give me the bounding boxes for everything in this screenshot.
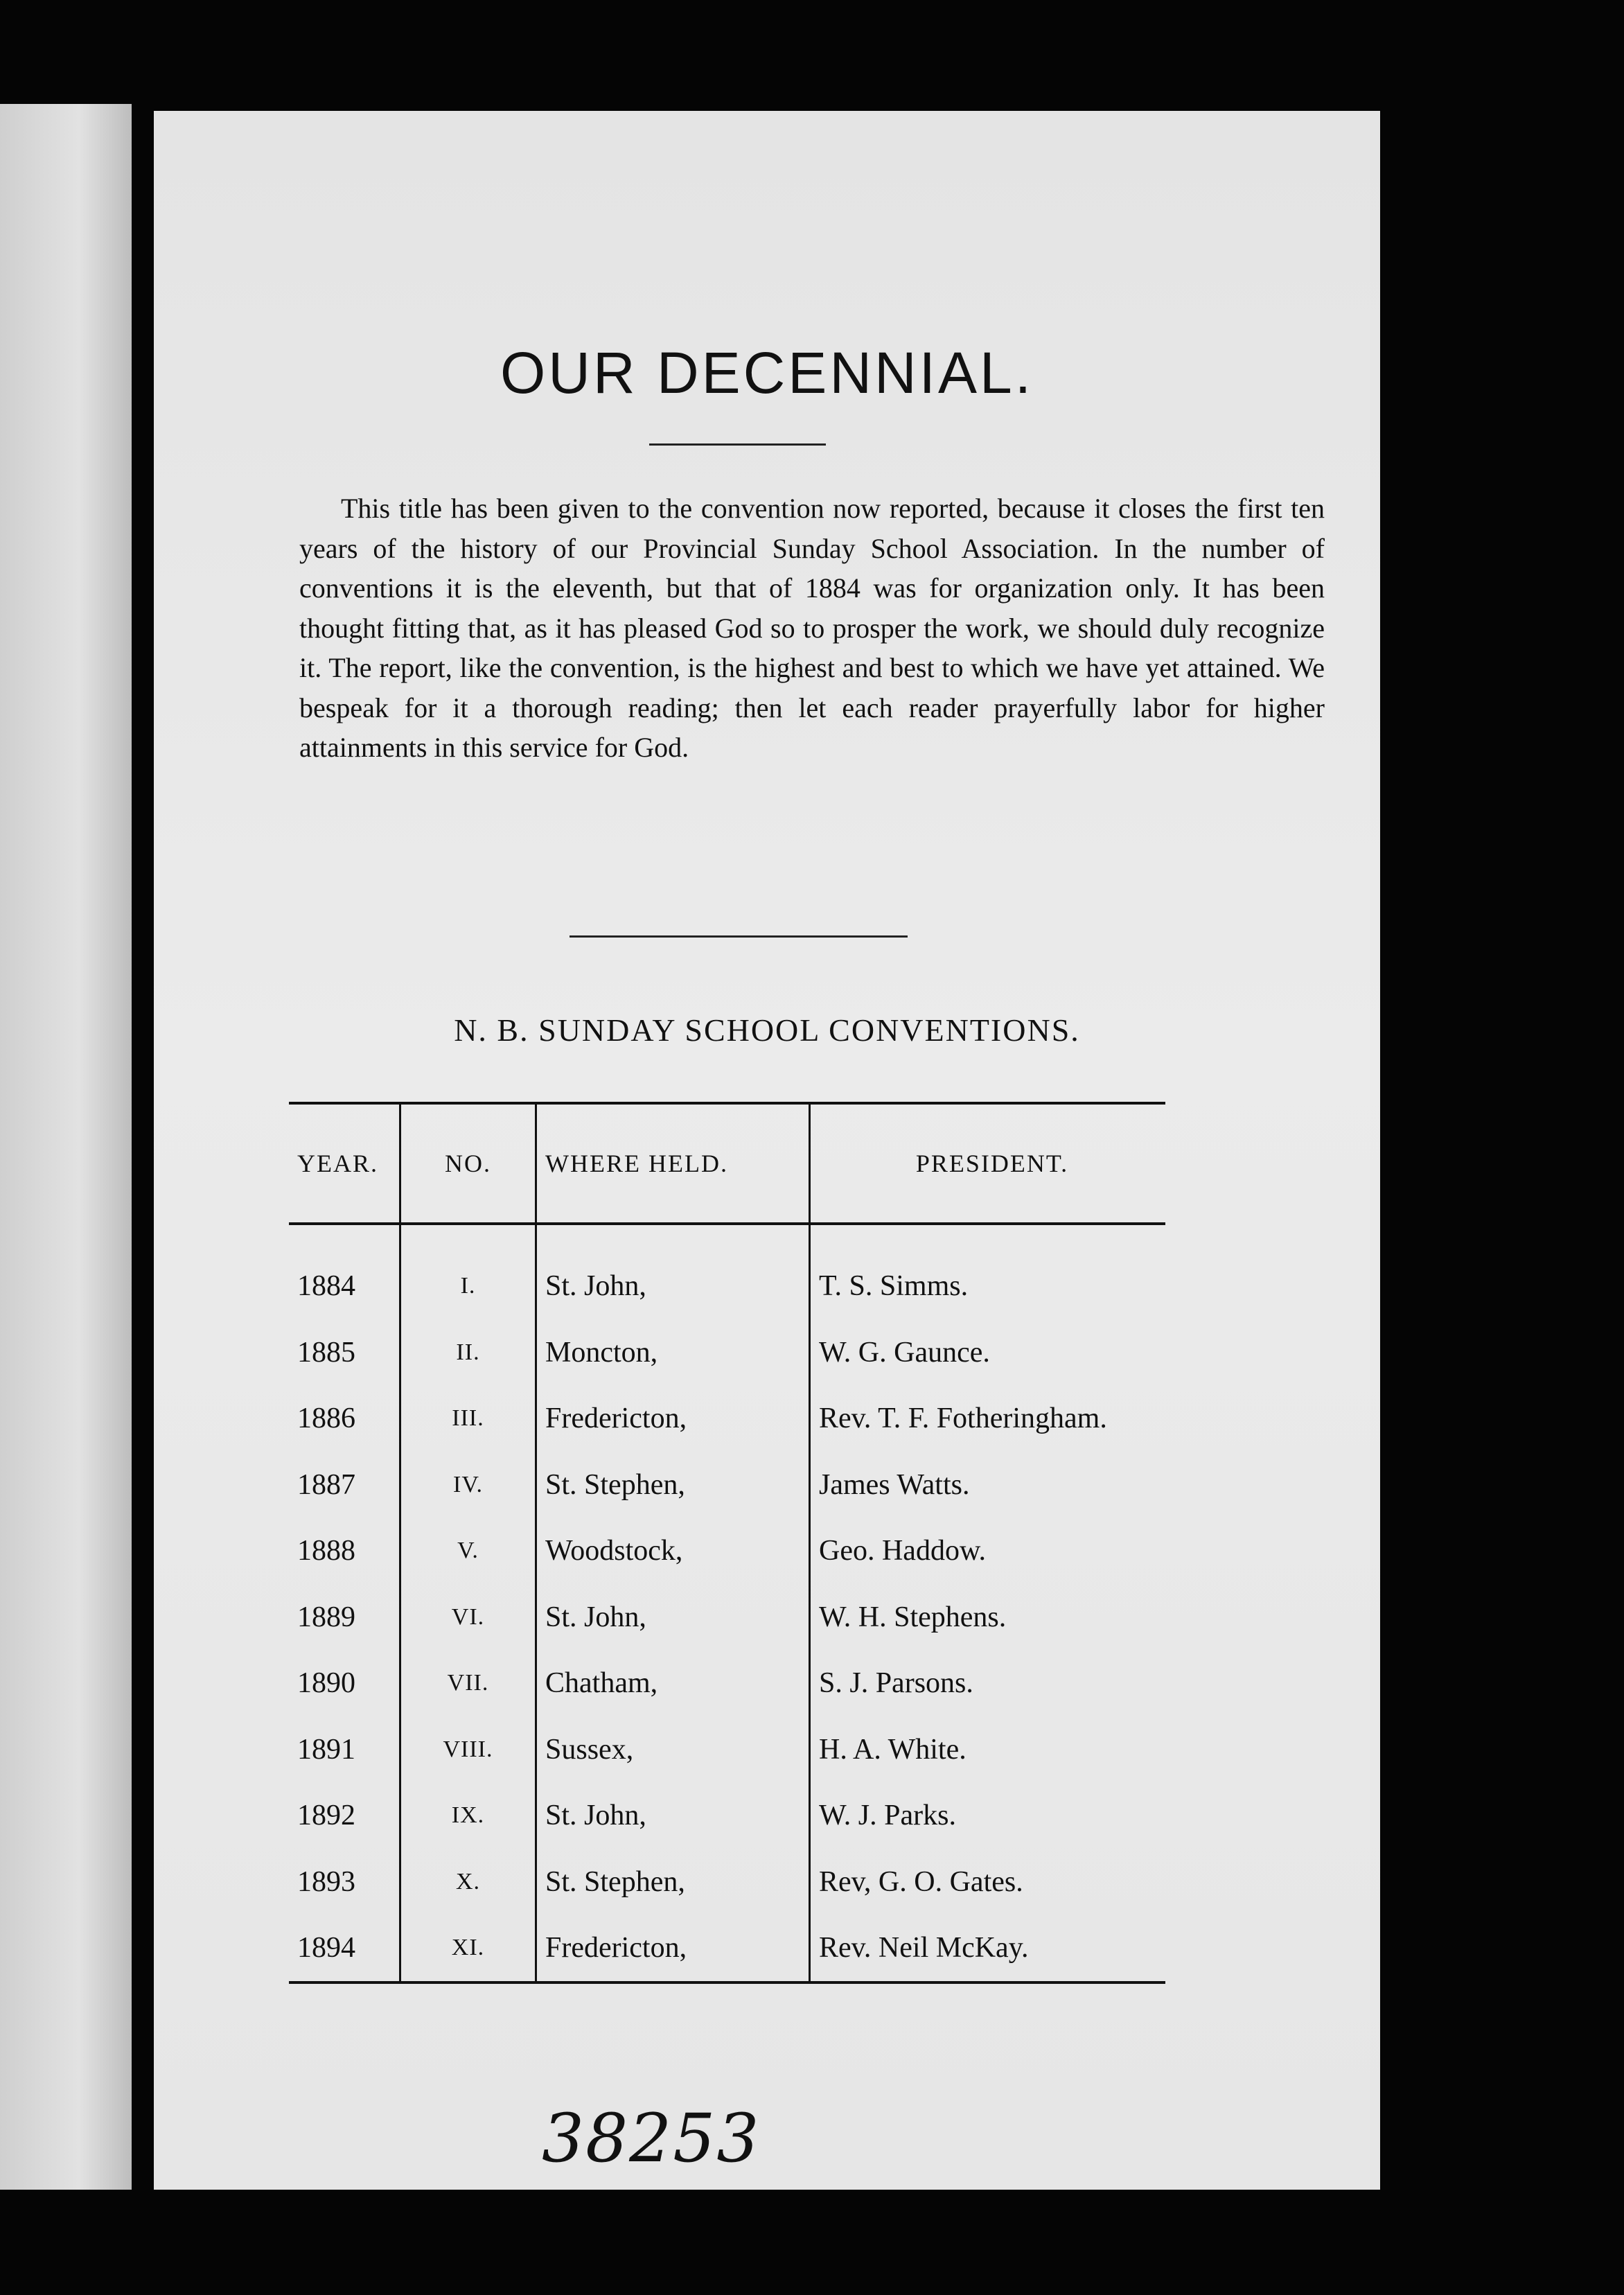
header-no: NO. <box>400 1103 536 1224</box>
table-row <box>289 1651 1165 1717</box>
cell-where-held: Sussex, <box>536 1716 810 1783</box>
cell-president: James Watts. <box>810 1452 1166 1518</box>
table-body <box>289 1224 1165 1982</box>
table-row <box>289 1518 1165 1585</box>
cell-president: H. A. White. <box>810 1716 1166 1783</box>
page-gutter-shadow <box>132 104 154 2190</box>
cell-year: 1890 <box>297 1667 355 1700</box>
cell-year: 1888 <box>297 1535 355 1567</box>
cell-year: 1889 <box>297 1601 355 1633</box>
cell-where-held: St. Stephen, <box>536 1849 810 1915</box>
header-year: YEAR. <box>289 1103 400 1224</box>
title-divider <box>649 443 826 446</box>
document-page <box>154 111 1380 2190</box>
cell-no: V. <box>400 1518 536 1585</box>
table-row <box>289 1319 1165 1386</box>
cell-no: XI. <box>400 1915 536 1983</box>
cell-president: Rev, G. O. Gates. <box>810 1849 1166 1915</box>
table-row <box>289 1849 1165 1915</box>
table-row <box>289 1386 1165 1452</box>
table-row <box>289 1224 1165 1319</box>
cell-where-held: St. John, <box>536 1584 810 1651</box>
page-title: OUR DECENNIAL. <box>500 340 1034 405</box>
cell-no: VI. <box>400 1584 536 1651</box>
adjacent-page-edge <box>0 104 132 2190</box>
table-row <box>289 1915 1165 1983</box>
cell-year: 1893 <box>297 1865 355 1898</box>
table-title: N. B. SUNDAY SCHOOL CONVENTIONS. <box>454 1012 1080 1048</box>
table-header-row <box>289 1103 1165 1224</box>
cell-president: T. S. Simms. <box>810 1224 1166 1319</box>
cell-no: II. <box>400 1319 536 1386</box>
cell-where-held: Woodstock, <box>536 1518 810 1585</box>
cell-where-held: Fredericton, <box>536 1915 810 1983</box>
cell-president: W. G. Gaunce. <box>810 1319 1166 1386</box>
cell-no: I. <box>400 1224 536 1319</box>
cell-where-held: St. John, <box>536 1224 810 1319</box>
cell-president: Rev. T. F. Fotheringham. <box>810 1386 1166 1452</box>
cell-year: 1887 <box>297 1468 355 1501</box>
cell-no: X. <box>400 1849 536 1915</box>
conventions-table <box>289 1102 1165 1984</box>
cell-no: III. <box>400 1386 536 1452</box>
table-row <box>289 1783 1165 1849</box>
table-row <box>289 1584 1165 1651</box>
header-president: PRESIDENT. <box>810 1103 1166 1224</box>
table-row <box>289 1452 1165 1518</box>
cell-where-held: St. John, <box>536 1783 810 1849</box>
cell-no: IV. <box>400 1452 536 1518</box>
cell-year: 1885 <box>297 1336 355 1369</box>
section-divider <box>570 935 908 938</box>
cell-president: W. H. Stephens. <box>810 1584 1166 1651</box>
cell-where-held: St. Stephen, <box>536 1452 810 1518</box>
cell-where-held: Chatham, <box>536 1651 810 1717</box>
cell-year: 1891 <box>297 1733 355 1766</box>
intro-paragraph: This title has been given to the convention now reported, because it closes the first ten years of the history of our Provincial Sunday School Association. In the number of conventions it is the eleventh, but that of 1884 was for organization only. It has been thought fitting that, as it has pleased God so to prosper the work, we should duly recognize it. The report, like the convention, is the highest and best to which we have yet attained. We bespeak for it a thorough reading; then let each reader prayerfully labor for higher attainments in this service for God. <box>299 493 1325 763</box>
inventory-number: 38253 <box>542 2100 761 2177</box>
cell-president: Rev. Neil McKay. <box>810 1915 1166 1983</box>
cell-where-held: Fredericton, <box>536 1386 810 1452</box>
cell-president: Geo. Haddow. <box>810 1518 1166 1585</box>
cell-no: VII. <box>400 1651 536 1717</box>
cell-no: IX. <box>400 1783 536 1849</box>
cell-year: 1892 <box>297 1800 355 1832</box>
cell-no: VIII. <box>400 1716 536 1783</box>
cell-year: 1884 <box>297 1270 355 1302</box>
cell-year: 1894 <box>289 1915 400 1983</box>
header-where-held: WHERE HELD. <box>536 1103 810 1224</box>
cell-president: S. J. Parsons. <box>810 1651 1166 1717</box>
cell-year: 1886 <box>297 1402 355 1435</box>
cell-where-held: Moncton, <box>536 1319 810 1386</box>
table-row <box>289 1716 1165 1783</box>
cell-president: W. J. Parks. <box>810 1783 1166 1849</box>
